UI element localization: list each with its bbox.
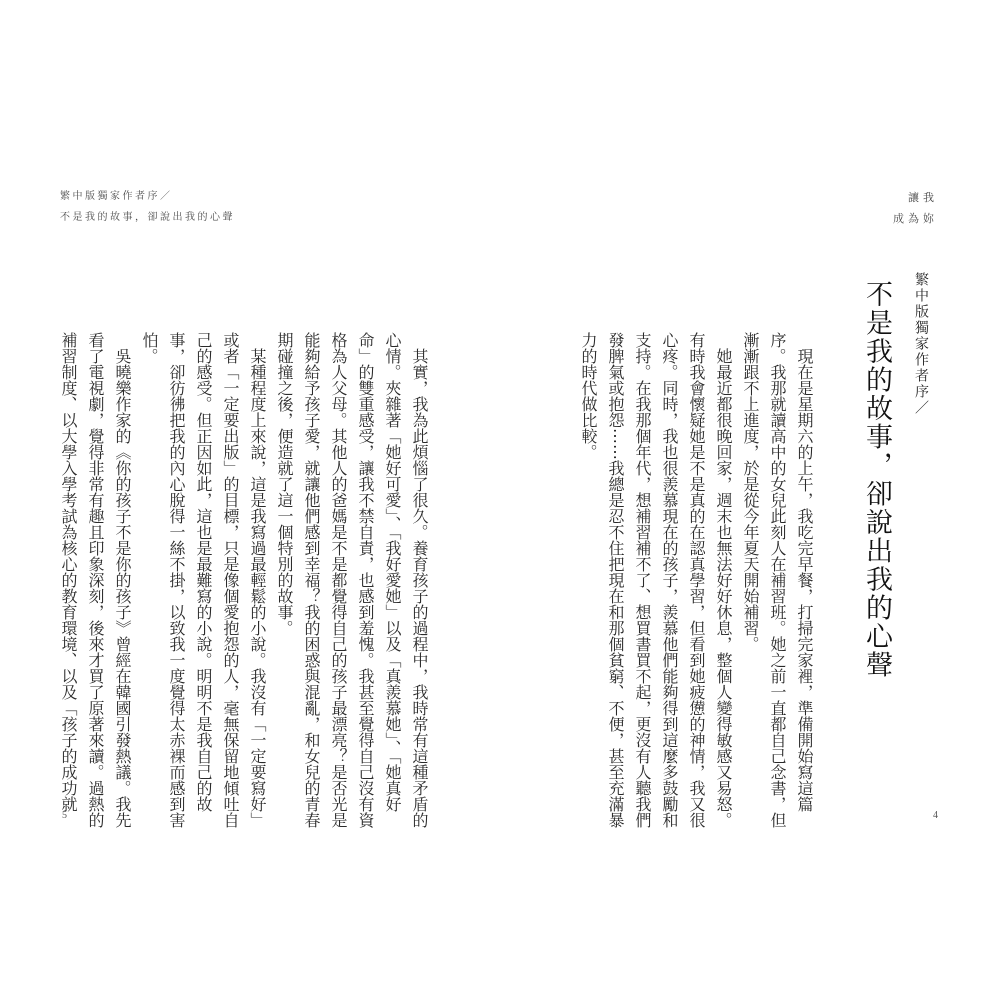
running-head-chapter bbox=[60, 186, 235, 228]
running-head-book-title-line2: 成為妳 bbox=[893, 213, 938, 225]
running-head-book-title bbox=[893, 188, 938, 230]
page-left-body bbox=[54, 332, 432, 828]
running-head-chapter-line1: 繁中版獨家作者序／ bbox=[60, 191, 173, 202]
chapter-label: 繁中版獨家作者序／ bbox=[913, 272, 928, 416]
chapter-title: 不是我的故事，卻說出我的心聲 bbox=[862, 280, 892, 679]
page-number-right: 4 bbox=[933, 810, 938, 821]
page-right-body bbox=[574, 332, 817, 828]
paragraph: 其實，我為此煩惱了很久。養育孩子的過程中，我時常有這種矛盾的心情。夾雜著「她好可愛」、「我好愛她」以及「真羨慕她」、「她真好命」的雙重感受，讓我不禁自責，也感到羞愧。我甚至覺得自己沒有資格為人父母。其他人的爸媽是不是都覺得自己的孩子最漂亮？是否光是能夠給予孩子愛，就讓他們感到幸福？我的困惑與混亂，和女兒的青春期碰撞之後，便造就了這一個特別的故事。 bbox=[275, 332, 427, 828]
paragraph: 某種程度上來說，這是我寫過最輕鬆的小說。我沒有「一定要寫好」或者「一定要出版」的目標，只是像個愛抱怨的人，毫無保留地傾吐自己的感受。但正因如此，這也是最難寫的小說。明明不是我自己的故事，卻彷彿把我的內心脫得一絲不掛，以致我一度覺得太赤裸而感到害怕。 bbox=[140, 332, 265, 828]
paragraph: 現在是星期六的上午，我吃完早餐，打掃完家裡，準備開始寫這篇序。我那就讀高中的女兒此刻人在補習班。她之前一直都自己念書，但漸漸跟不上進度，於是從今年夏天開始補習。 bbox=[741, 332, 812, 828]
running-head-book-title-line1: 讓我 bbox=[908, 192, 938, 204]
running-head-chapter-line2: 不是我的故事，卻說出我的心聲 bbox=[60, 212, 235, 223]
paragraph: 她最近都很晚回家，週末也無法好好休息，整個人變得敏感又易怒。有時我會懷疑她是不是真的在認真學習，但看到她疲憊的神情，我又很心疼。同時，我也很羨慕現在的孩子，羨慕他們能夠得到這麼多鼓勵和支持。在我那個年代，想補習補不了、想買書買不起，更沒有人聽我們發脾氣或抱怨⋯⋯我總是忍不住把現在和那個貧窮、不便，甚至充滿暴力的時代做比較。 bbox=[579, 332, 731, 828]
paragraph: 吳曉樂作家的《你的孩子不是你的孩子》曾經在韓國引發熱議。我先看了電視劇，覺得非常有趣且印象深刻，後來才買了原著來讀。過熱的補習制度、以大學入學考試為核心的教育環境、以及「孩子的成功就 bbox=[59, 332, 130, 828]
page-number-left: 5 bbox=[62, 810, 67, 821]
chapter-title-block bbox=[858, 272, 930, 972]
